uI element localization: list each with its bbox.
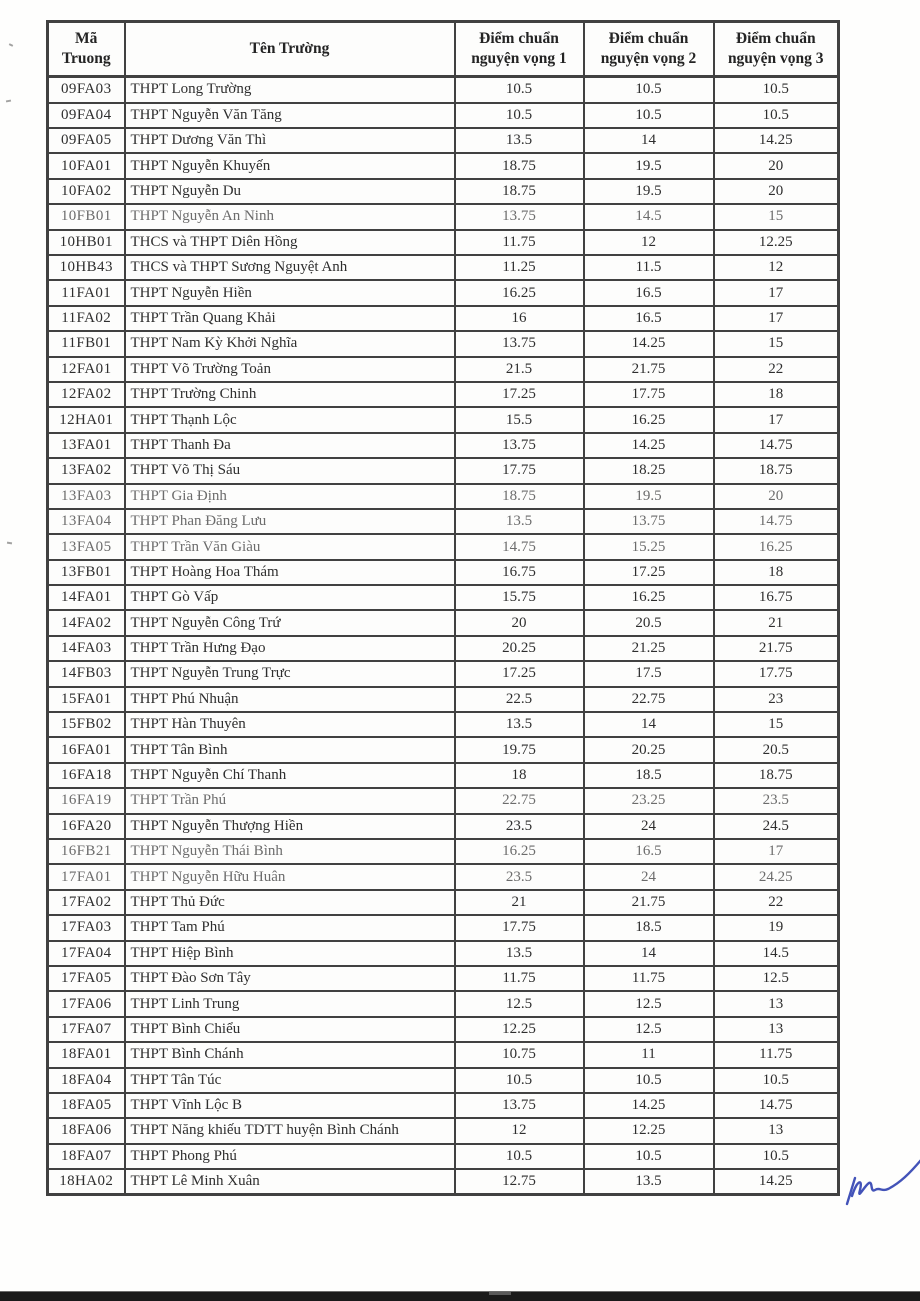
table-row xyxy=(48,1169,839,1195)
school-code: 13FA03 xyxy=(48,484,125,509)
header-diem-chuan-nv1: Điểm chuẩn nguyện vọng 1 xyxy=(455,22,584,77)
school-code: 12HA01 xyxy=(48,407,125,432)
table-row xyxy=(48,890,839,915)
score-nv2: 19.5 xyxy=(584,179,714,204)
score-nv1: 17.75 xyxy=(455,458,584,483)
score-nv1: 16.75 xyxy=(455,560,584,585)
school-name: THCS và THPT Sương Nguyệt Anh xyxy=(125,255,455,280)
score-nv3: 11.75 xyxy=(714,1042,839,1067)
table-row xyxy=(48,153,839,178)
school-name: THPT Nam Kỳ Khởi Nghĩa xyxy=(125,331,455,356)
score-nv1: 11.75 xyxy=(455,966,584,991)
table-row xyxy=(48,534,839,559)
school-name: THPT Võ Trường Toản xyxy=(125,357,455,382)
score-nv3: 15 xyxy=(714,712,839,737)
table-row xyxy=(48,433,839,458)
score-nv2: 12 xyxy=(584,230,714,255)
table-row xyxy=(48,509,839,534)
school-code: 17FA05 xyxy=(48,966,125,991)
score-nv2: 17.5 xyxy=(584,661,714,686)
score-nv1: 18 xyxy=(455,763,584,788)
school-code: 10FA01 xyxy=(48,153,125,178)
school-code: 09FA03 xyxy=(48,77,125,103)
school-code: 17FA04 xyxy=(48,941,125,966)
table-row xyxy=(48,1017,839,1042)
score-nv3: 22 xyxy=(714,890,839,915)
school-name: THPT Nguyễn An Ninh xyxy=(125,204,455,229)
score-nv3: 15 xyxy=(714,204,839,229)
school-code: 17FA06 xyxy=(48,991,125,1016)
school-name: THPT Đào Sơn Tây xyxy=(125,966,455,991)
table-row xyxy=(48,941,839,966)
school-code: 11FA02 xyxy=(48,306,125,331)
score-nv3: 16.25 xyxy=(714,534,839,559)
score-nv2: 18.5 xyxy=(584,915,714,940)
score-nv2: 16.25 xyxy=(584,407,714,432)
school-name: THPT Phan Đăng Lưu xyxy=(125,509,455,534)
score-nv2: 24 xyxy=(584,814,714,839)
score-nv3: 17 xyxy=(714,407,839,432)
score-nv3: 10.5 xyxy=(714,77,839,103)
table-row xyxy=(48,712,839,737)
table-row xyxy=(48,1093,839,1118)
header-ma-truong: Mã Truong xyxy=(48,22,125,77)
score-nv3: 24.5 xyxy=(714,814,839,839)
table-row xyxy=(48,661,839,686)
score-nv1: 10.5 xyxy=(455,77,584,103)
score-nv2: 20.5 xyxy=(584,610,714,635)
school-name: THPT Nguyễn Công Trứ xyxy=(125,610,455,635)
score-nv3: 13 xyxy=(714,1017,839,1042)
school-name: THPT Trần Phú xyxy=(125,788,455,813)
school-code: 18FA06 xyxy=(48,1118,125,1143)
table-row xyxy=(48,788,839,813)
school-code: 16FA18 xyxy=(48,763,125,788)
score-nv2: 18.5 xyxy=(584,763,714,788)
admission-score-table xyxy=(46,20,840,1196)
school-name: THPT Thạnh Lộc xyxy=(125,407,455,432)
school-name: THPT Trần Văn Giàu xyxy=(125,534,455,559)
score-nv3: 16.75 xyxy=(714,585,839,610)
school-code: 17FA02 xyxy=(48,890,125,915)
score-nv2: 24 xyxy=(584,864,714,889)
handwritten-signature xyxy=(838,1146,920,1210)
school-name: THPT Nguyễn Hữu Huân xyxy=(125,864,455,889)
score-nv3: 10.5 xyxy=(714,103,839,128)
table-row xyxy=(48,306,839,331)
score-nv1: 13.75 xyxy=(455,1093,584,1118)
score-nv3: 20 xyxy=(714,484,839,509)
score-nv3: 10.5 xyxy=(714,1144,839,1169)
header-ten-truong: Tên Trường xyxy=(125,22,455,77)
score-nv2: 19.5 xyxy=(584,484,714,509)
score-nv2: 14.25 xyxy=(584,1093,714,1118)
score-nv2: 17.75 xyxy=(584,382,714,407)
school-code: 13FA01 xyxy=(48,433,125,458)
school-name: THPT Gò Vấp xyxy=(125,585,455,610)
score-nv3: 13 xyxy=(714,991,839,1016)
score-nv1: 13.75 xyxy=(455,433,584,458)
score-nv2: 10.5 xyxy=(584,1144,714,1169)
scan-noise-mark xyxy=(9,43,13,47)
table-row xyxy=(48,1042,839,1067)
table-row xyxy=(48,458,839,483)
table-row xyxy=(48,737,839,762)
scan-edge-notch xyxy=(489,1292,511,1295)
score-table-body xyxy=(48,77,839,1195)
school-code: 18FA07 xyxy=(48,1144,125,1169)
table-header-row xyxy=(48,22,839,77)
score-nv3: 10.5 xyxy=(714,1068,839,1093)
score-nv3: 18.75 xyxy=(714,763,839,788)
school-name: THPT Hiệp Bình xyxy=(125,941,455,966)
school-code: 16FA01 xyxy=(48,737,125,762)
school-name: THPT Tam Phú xyxy=(125,915,455,940)
table-row xyxy=(48,839,839,864)
score-nv3: 22 xyxy=(714,357,839,382)
score-nv1: 17.25 xyxy=(455,382,584,407)
score-nv1: 13.5 xyxy=(455,941,584,966)
score-nv3: 14.25 xyxy=(714,1169,839,1195)
score-nv2: 14.25 xyxy=(584,433,714,458)
school-code: 12FA01 xyxy=(48,357,125,382)
score-nv2: 14 xyxy=(584,712,714,737)
score-nv1: 18.75 xyxy=(455,179,584,204)
table-row xyxy=(48,915,839,940)
table-row xyxy=(48,560,839,585)
score-nv1: 13.5 xyxy=(455,712,584,737)
table-row xyxy=(48,1118,839,1143)
school-code: 10HB01 xyxy=(48,230,125,255)
school-code: 18FA01 xyxy=(48,1042,125,1067)
school-name: THCS và THPT Diên Hồng xyxy=(125,230,455,255)
school-code: 15FA01 xyxy=(48,687,125,712)
score-nv2: 10.5 xyxy=(584,77,714,103)
table-row xyxy=(48,204,839,229)
school-code: 18FA05 xyxy=(48,1093,125,1118)
score-nv1: 18.75 xyxy=(455,484,584,509)
school-code: 12FA02 xyxy=(48,382,125,407)
table-row xyxy=(48,966,839,991)
school-name: THPT Võ Thị Sáu xyxy=(125,458,455,483)
school-name: THPT Lê Minh Xuân xyxy=(125,1169,455,1195)
score-nv2: 16.25 xyxy=(584,585,714,610)
school-code: 14FA03 xyxy=(48,636,125,661)
school-code: 13FA02 xyxy=(48,458,125,483)
score-nv1: 10.5 xyxy=(455,1068,584,1093)
school-code: 16FA19 xyxy=(48,788,125,813)
school-name: THPT Hoàng Hoa Thám xyxy=(125,560,455,585)
school-code: 10FA02 xyxy=(48,179,125,204)
score-nv1: 11.25 xyxy=(455,255,584,280)
score-nv3: 18 xyxy=(714,382,839,407)
score-nv2: 21.25 xyxy=(584,636,714,661)
school-name: THPT Gia Định xyxy=(125,484,455,509)
school-code: 13FA05 xyxy=(48,534,125,559)
school-code: 18HA02 xyxy=(48,1169,125,1195)
table-row xyxy=(48,407,839,432)
score-nv1: 12 xyxy=(455,1118,584,1143)
score-nv1: 16.25 xyxy=(455,839,584,864)
score-nv2: 14.5 xyxy=(584,204,714,229)
score-nv2: 11 xyxy=(584,1042,714,1067)
school-name: THPT Hàn Thuyên xyxy=(125,712,455,737)
score-nv1: 21 xyxy=(455,890,584,915)
score-nv3: 14.25 xyxy=(714,128,839,153)
score-nv2: 16.5 xyxy=(584,306,714,331)
score-nv3: 20.5 xyxy=(714,737,839,762)
table-row xyxy=(48,864,839,889)
score-nv1: 20.25 xyxy=(455,636,584,661)
score-nv1: 13.75 xyxy=(455,204,584,229)
scan-noise-mark xyxy=(6,100,11,103)
score-nv2: 13.75 xyxy=(584,509,714,534)
score-nv3: 23 xyxy=(714,687,839,712)
score-nv3: 21 xyxy=(714,610,839,635)
table-row xyxy=(48,357,839,382)
school-code: 11FA01 xyxy=(48,280,125,305)
school-code: 17FA07 xyxy=(48,1017,125,1042)
scan-edge-artifact xyxy=(0,1291,920,1301)
school-name: THPT Thủ Đức xyxy=(125,890,455,915)
score-nv3: 20 xyxy=(714,179,839,204)
school-name: THPT Phú Nhuận xyxy=(125,687,455,712)
school-name: THPT Nguyễn Trung Trực xyxy=(125,661,455,686)
score-nv2: 22.75 xyxy=(584,687,714,712)
table-row xyxy=(48,77,839,103)
score-nv2: 23.25 xyxy=(584,788,714,813)
school-code: 10HB43 xyxy=(48,255,125,280)
table-row xyxy=(48,103,839,128)
table-row xyxy=(48,331,839,356)
score-nv1: 10.5 xyxy=(455,103,584,128)
table-row xyxy=(48,763,839,788)
score-nv3: 18 xyxy=(714,560,839,585)
score-nv3: 12.5 xyxy=(714,966,839,991)
school-name: THPT Trường Chinh xyxy=(125,382,455,407)
school-code: 10FB01 xyxy=(48,204,125,229)
score-nv2: 17.25 xyxy=(584,560,714,585)
school-name: THPT Nguyễn Thượng Hiền xyxy=(125,814,455,839)
school-code: 09FA04 xyxy=(48,103,125,128)
school-code: 13FB01 xyxy=(48,560,125,585)
score-nv3: 14.75 xyxy=(714,509,839,534)
table-row xyxy=(48,1068,839,1093)
school-code: 14FB03 xyxy=(48,661,125,686)
score-nv3: 24.25 xyxy=(714,864,839,889)
score-nv1: 16.25 xyxy=(455,280,584,305)
school-name: THPT Phong Phú xyxy=(125,1144,455,1169)
score-nv2: 12.5 xyxy=(584,1017,714,1042)
table-row xyxy=(48,991,839,1016)
score-nv1: 12.25 xyxy=(455,1017,584,1042)
table-row xyxy=(48,179,839,204)
school-name: THPT Dương Văn Thì xyxy=(125,128,455,153)
table-row xyxy=(48,230,839,255)
score-nv2: 13.5 xyxy=(584,1169,714,1195)
score-nv1: 16 xyxy=(455,306,584,331)
score-nv2: 10.5 xyxy=(584,1068,714,1093)
score-nv3: 14.5 xyxy=(714,941,839,966)
school-name: THPT Nguyễn Khuyến xyxy=(125,153,455,178)
scan-noise-mark xyxy=(7,542,12,545)
score-nv1: 15.5 xyxy=(455,407,584,432)
score-nv3: 19 xyxy=(714,915,839,940)
table-row xyxy=(48,255,839,280)
table-row xyxy=(48,610,839,635)
score-nv1: 13.5 xyxy=(455,509,584,534)
table-row xyxy=(48,280,839,305)
table-row xyxy=(48,636,839,661)
school-name: THPT Long Trường xyxy=(125,77,455,103)
score-nv1: 18.75 xyxy=(455,153,584,178)
score-nv2: 16.5 xyxy=(584,839,714,864)
score-nv1: 13.75 xyxy=(455,331,584,356)
score-nv1: 11.75 xyxy=(455,230,584,255)
school-name: THPT Năng khiếu TDTT huyện Bình Chánh xyxy=(125,1118,455,1143)
school-name: THPT Tân Bình xyxy=(125,737,455,762)
table-row xyxy=(48,687,839,712)
score-nv1: 20 xyxy=(455,610,584,635)
score-nv1: 23.5 xyxy=(455,814,584,839)
score-nv1: 14.75 xyxy=(455,534,584,559)
school-name: THPT Tân Túc xyxy=(125,1068,455,1093)
score-nv1: 22.75 xyxy=(455,788,584,813)
score-nv3: 17 xyxy=(714,306,839,331)
score-nv2: 18.25 xyxy=(584,458,714,483)
school-code: 16FA20 xyxy=(48,814,125,839)
score-nv2: 15.25 xyxy=(584,534,714,559)
score-nv3: 12 xyxy=(714,255,839,280)
score-nv2: 20.25 xyxy=(584,737,714,762)
school-name: THPT Trần Quang Khải xyxy=(125,306,455,331)
score-nv2: 12.5 xyxy=(584,991,714,1016)
score-nv3: 17 xyxy=(714,839,839,864)
school-code: 16FB21 xyxy=(48,839,125,864)
score-nv1: 10.5 xyxy=(455,1144,584,1169)
header-diem-chuan-nv2: Điểm chuẩn nguyện vọng 2 xyxy=(584,22,714,77)
school-name: THPT Nguyễn Du xyxy=(125,179,455,204)
score-nv2: 19.5 xyxy=(584,153,714,178)
score-nv2: 21.75 xyxy=(584,357,714,382)
score-nv3: 20 xyxy=(714,153,839,178)
score-nv1: 23.5 xyxy=(455,864,584,889)
school-name: THPT Linh Trung xyxy=(125,991,455,1016)
header-diem-chuan-nv3: Điểm chuẩn nguyện vọng 3 xyxy=(714,22,839,77)
score-nv3: 23.5 xyxy=(714,788,839,813)
school-code: 14FA01 xyxy=(48,585,125,610)
score-nv1: 17.75 xyxy=(455,915,584,940)
score-nv2: 16.5 xyxy=(584,280,714,305)
table-row xyxy=(48,128,839,153)
score-nv1: 21.5 xyxy=(455,357,584,382)
table-row xyxy=(48,814,839,839)
score-nv1: 15.75 xyxy=(455,585,584,610)
score-nv1: 19.75 xyxy=(455,737,584,762)
score-nv2: 11.5 xyxy=(584,255,714,280)
score-nv1: 10.75 xyxy=(455,1042,584,1067)
school-name: THPT Thanh Đa xyxy=(125,433,455,458)
score-nv3: 18.75 xyxy=(714,458,839,483)
school-name: THPT Nguyễn Văn Tăng xyxy=(125,103,455,128)
school-code: 18FA04 xyxy=(48,1068,125,1093)
score-nv3: 17 xyxy=(714,280,839,305)
school-code: 15FB02 xyxy=(48,712,125,737)
school-name: THPT Nguyễn Thái Bình xyxy=(125,839,455,864)
school-code: 11FB01 xyxy=(48,331,125,356)
score-nv1: 12.75 xyxy=(455,1169,584,1195)
score-nv3: 17.75 xyxy=(714,661,839,686)
score-nv2: 14 xyxy=(584,128,714,153)
score-nv2: 10.5 xyxy=(584,103,714,128)
school-name: THPT Nguyễn Hiền xyxy=(125,280,455,305)
school-name: THPT Trần Hưng Đạo xyxy=(125,636,455,661)
school-code: 14FA02 xyxy=(48,610,125,635)
school-name: THPT Nguyễn Chí Thanh xyxy=(125,763,455,788)
table-row xyxy=(48,484,839,509)
score-nv3: 12.25 xyxy=(714,230,839,255)
table-row xyxy=(48,585,839,610)
table-row xyxy=(48,382,839,407)
school-name: THPT Bình Chánh xyxy=(125,1042,455,1067)
score-nv3: 14.75 xyxy=(714,1093,839,1118)
score-nv1: 17.25 xyxy=(455,661,584,686)
score-nv2: 12.25 xyxy=(584,1118,714,1143)
school-code: 17FA01 xyxy=(48,864,125,889)
school-code: 09FA05 xyxy=(48,128,125,153)
score-nv3: 14.75 xyxy=(714,433,839,458)
score-nv2: 14 xyxy=(584,941,714,966)
score-nv2: 11.75 xyxy=(584,966,714,991)
school-code: 13FA04 xyxy=(48,509,125,534)
score-nv1: 22.5 xyxy=(455,687,584,712)
score-nv1: 12.5 xyxy=(455,991,584,1016)
score-nv3: 13 xyxy=(714,1118,839,1143)
score-nv2: 21.75 xyxy=(584,890,714,915)
school-name: THPT Vĩnh Lộc B xyxy=(125,1093,455,1118)
score-nv3: 21.75 xyxy=(714,636,839,661)
score-nv1: 13.5 xyxy=(455,128,584,153)
score-nv3: 15 xyxy=(714,331,839,356)
table-row xyxy=(48,1144,839,1169)
school-name: THPT Bình Chiểu xyxy=(125,1017,455,1042)
school-code: 17FA03 xyxy=(48,915,125,940)
score-nv2: 14.25 xyxy=(584,331,714,356)
